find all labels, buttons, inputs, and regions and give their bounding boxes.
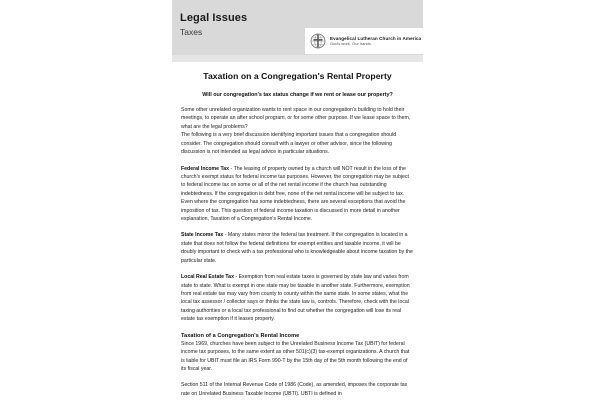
section-paragraph	[181, 165, 414, 224]
section-paragraph	[181, 273, 414, 324]
section-separator: -	[223, 232, 228, 239]
subsection-paragraph: Since 1969, churches have been subject to the Unrelated Business Income Tax (UBIT) for federal income tax purposes, to the same extent as other 501(c)(3) tax-exempt organizations. A church that is liable for UBIT must file an IRS Form 990-T by the 15th day of the 5th month following the end of its fiscal year.	[181, 340, 410, 372]
masthead-accent-strip	[172, 55, 423, 62]
logo-tagline: God's work. Our hands.	[330, 40, 372, 46]
organization-logo	[305, 28, 423, 54]
document-masthead	[172, 0, 423, 55]
logo-organization-name: Evangelical Lutheran Church in America	[330, 35, 422, 41]
section-separator: -	[229, 165, 234, 172]
masthead-subtitle: Taxes	[180, 27, 203, 37]
intro-paragraph: Some other unrelated organization wants to rent space in our congregation's building to hold their meetings, to operate an after school program, or for some other purpose. If we lease space to them, what are the legal problems?	[181, 107, 411, 130]
section-paragraph	[181, 231, 414, 265]
document-title: Taxation on a Congregation's Rental Property	[203, 71, 392, 81]
section-lead-in: Federal Income Tax	[181, 165, 230, 172]
section-body: Exemption from real estate taxes is governed by state law and varies from state to state. What is exempt in one state may be taxable in another state. Furthermore, exemption from real estate tax may vary from county to county within the same state. In some states, what the local tax assessor / collector says or thinks the state law is, controls. Therefore, check with the local taxing authorities or a local tax professional to find out whether the congregation will lose its real estate tax exemption if it leases property.	[181, 274, 410, 323]
document-question: Will our congregation's tax status change if we rent or lease our property?	[202, 92, 393, 98]
masthead-title: Legal Issues	[180, 12, 248, 24]
section-lead-in: State Income Tax	[181, 232, 224, 239]
subsection-heading: Taxation of a Congregation's Rental Income	[181, 332, 300, 339]
logo-text-block	[330, 36, 421, 46]
document-page	[172, 0, 423, 400]
section-separator: -	[233, 274, 239, 281]
elca-cross-globe-logo-icon	[310, 33, 326, 49]
document-body	[172, 71, 423, 398]
section-body: Many states mirror the federal tax treatment. If the congregation is located in a state that does not follow the federal definitions for exempt entities and taxable income, it will be doubly important to check with a tax professional who is knowledgeable about income taxation by the particular state.	[181, 232, 413, 264]
intro-paragraph: The following is a very brief discussion identifying important issues that a congregation should consider. The congregation should consult with a lawyer or other advisor, since the following discussion is not intended as legal advice in particular situations.	[181, 132, 397, 156]
section-body: The leasing of property owned by a church will NOT result in the loss of the church's exempt status for federal income tax purposes. However, the congregation may be subject to federal income tax on some or all of the net rental income if the church has outstanding indebtedness. If the congregation is debt free, none of the net rental income will be subject to tax. Even where the congregation has some indebtedness, there are several exceptions that avoid the imposition of tax. This question of federal income taxation is discussed in more detail in another explanation, Taxation of a Congregation's Rental Income.	[181, 165, 409, 223]
section-lead-in: Local Real Estate Tax	[181, 274, 234, 281]
subsection-paragraph: Section 511 of the Internal Revenue Code of 1986 (Code), as amended, imposes the corporate tax rate on Unrelated Business Taxable Income (UBTI). UBTI is defined in	[181, 382, 408, 397]
